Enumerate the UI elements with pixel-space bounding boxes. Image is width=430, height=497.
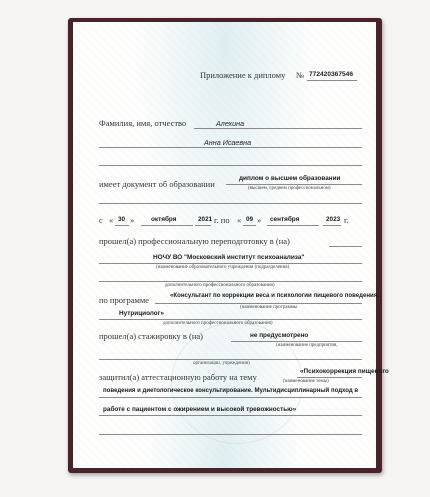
thesis-line-2: поведения и диетологическое консультирование. Мультидисциплинарный подход в bbox=[103, 388, 359, 394]
supplement-label: Приложение к диплому bbox=[200, 70, 286, 80]
education-caption: (высшем, среднем профессиональном) bbox=[248, 186, 331, 191]
period-to-label: г. по bbox=[214, 215, 230, 225]
diploma-supplement-page bbox=[73, 22, 389, 468]
fio-label: Фамилия, имя, отчество bbox=[99, 118, 187, 128]
education-label: имеет документ об образовании bbox=[99, 179, 215, 189]
thesis-line-3: работе с пациентом с ожирением и высокой тревожностью» bbox=[103, 406, 297, 413]
period-from-label: с bbox=[99, 215, 103, 225]
internship-label: прошел(а) стажировку в (на) bbox=[99, 331, 203, 341]
program-label: по программе bbox=[99, 295, 150, 305]
quote-close-2: » bbox=[257, 215, 262, 225]
program-line-2: Нутрициолог» bbox=[119, 310, 164, 317]
quote-open-1: « bbox=[109, 215, 114, 225]
thesis-caption: (наименование темы) bbox=[283, 379, 329, 384]
institution-caption-2: дополнительного профессионального образования) bbox=[165, 283, 275, 288]
program-caption-2: дополнительного профессионального образования) bbox=[163, 321, 273, 326]
thesis-label: защитил(а) аттестационную работу на тему bbox=[99, 372, 257, 382]
start-year: 2021 bbox=[198, 216, 213, 223]
supplement-number: 772420367546 bbox=[309, 71, 354, 78]
quote-close-1: » bbox=[130, 215, 135, 225]
institution-value: НОЧУ ВО "Московский институт психоанализа" bbox=[153, 254, 305, 261]
institution-caption: (наименование образовательного учреждения (подразделения) bbox=[156, 265, 290, 270]
end-month: сентября bbox=[270, 216, 300, 223]
internship-caption: (наименование предприятия, bbox=[276, 343, 338, 348]
start-month: октября bbox=[151, 216, 177, 223]
year-suffix: г. bbox=[344, 215, 349, 225]
given-name-value: Анна Исаевна bbox=[204, 138, 252, 147]
internship-caption-2: организации, учреждения) bbox=[193, 361, 250, 366]
surname-value: Алехина bbox=[216, 119, 245, 128]
education-value: диплом о высшем образовании bbox=[239, 175, 341, 182]
training-label: прошел(а) профессиональную переподготовку в (на) bbox=[99, 236, 290, 246]
internship-value: не предусмотрено bbox=[250, 332, 309, 339]
end-year: 2023 bbox=[326, 216, 341, 223]
end-day: 09 bbox=[246, 216, 254, 223]
program-line-1: «Консультант по коррекции веса и психологии пищевого поведения. bbox=[170, 292, 380, 299]
start-day: 30 bbox=[118, 216, 126, 223]
number-sign: № bbox=[296, 70, 305, 80]
quote-open-2: « bbox=[237, 215, 242, 225]
program-caption: (наименование программы bbox=[240, 305, 298, 310]
thesis-line-1: «Психокоррекция пищевого bbox=[300, 368, 389, 375]
